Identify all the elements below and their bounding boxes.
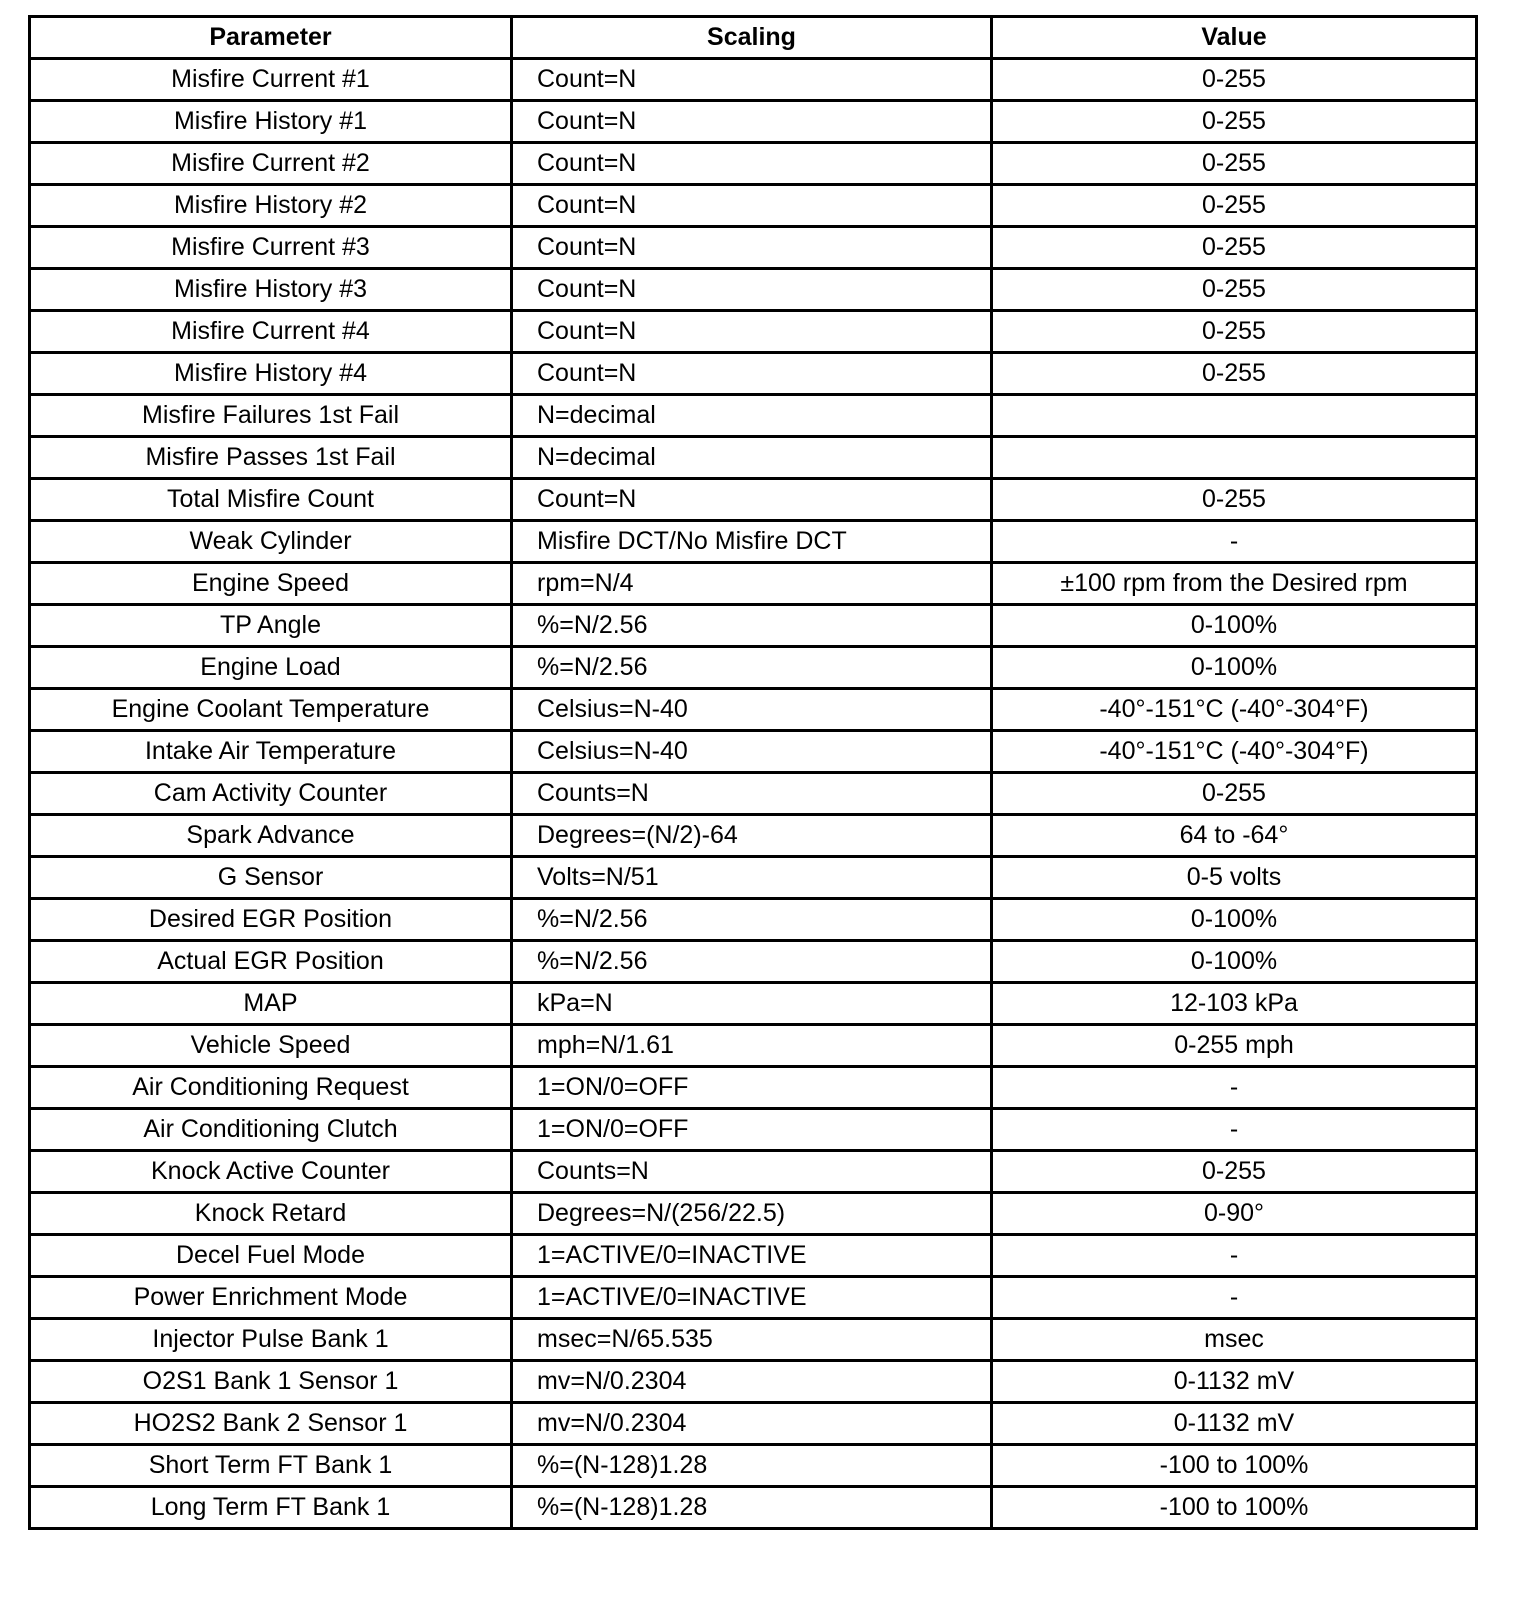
- scaling-cell: Count=N: [512, 311, 992, 353]
- value-cell: 0-100%: [992, 647, 1477, 689]
- table-row: [30, 1361, 1477, 1403]
- table-row: [30, 101, 1477, 143]
- column-header-value: Value: [992, 17, 1477, 59]
- value-cell: 0-255: [992, 353, 1477, 395]
- scaling-cell: 1=ON/0=OFF: [512, 1109, 992, 1151]
- table-row: [30, 395, 1477, 437]
- value-cell: -40°-151°C (-40°-304°F): [992, 689, 1477, 731]
- parameter-cell: HO2S2 Bank 2 Sensor 1: [30, 1403, 512, 1445]
- table-row: [30, 1445, 1477, 1487]
- value-cell: -100 to 100%: [992, 1445, 1477, 1487]
- parameter-cell: Actual EGR Position: [30, 941, 512, 983]
- value-cell: 0-100%: [992, 605, 1477, 647]
- value-cell: [992, 395, 1477, 437]
- parameter-cell: Power Enrichment Mode: [30, 1277, 512, 1319]
- table-row: [30, 437, 1477, 479]
- scaling-cell: Count=N: [512, 353, 992, 395]
- parameter-cell: Misfire History #4: [30, 353, 512, 395]
- scaling-cell: %=(N-128)1.28: [512, 1487, 992, 1529]
- scaling-cell: %=(N-128)1.28: [512, 1445, 992, 1487]
- table-row: [30, 689, 1477, 731]
- parameter-cell: Long Term FT Bank 1: [30, 1487, 512, 1529]
- scaling-cell: Celsius=N-40: [512, 731, 992, 773]
- table-header-row: [30, 17, 1477, 59]
- parameter-cell: Knock Active Counter: [30, 1151, 512, 1193]
- parameter-cell: Misfire Current #2: [30, 143, 512, 185]
- value-cell: 0-255: [992, 143, 1477, 185]
- scaling-cell: mv=N/0.2304: [512, 1361, 992, 1403]
- value-cell: msec: [992, 1319, 1477, 1361]
- table-row: [30, 1109, 1477, 1151]
- parameter-cell: Total Misfire Count: [30, 479, 512, 521]
- scaling-cell: Counts=N: [512, 773, 992, 815]
- value-cell: -: [992, 1235, 1477, 1277]
- table-row: [30, 1193, 1477, 1235]
- table-row: [30, 1403, 1477, 1445]
- parameter-cell: Engine Load: [30, 647, 512, 689]
- table-row: [30, 479, 1477, 521]
- table-row: [30, 1487, 1477, 1529]
- table-row: [30, 311, 1477, 353]
- scaling-cell: N=decimal: [512, 437, 992, 479]
- value-cell: 0-255: [992, 269, 1477, 311]
- parameter-cell: Spark Advance: [30, 815, 512, 857]
- parameter-cell: Misfire History #1: [30, 101, 512, 143]
- parameter-cell: Intake Air Temperature: [30, 731, 512, 773]
- parameter-cell: G Sensor: [30, 857, 512, 899]
- table-row: [30, 1277, 1477, 1319]
- value-cell: -100 to 100%: [992, 1487, 1477, 1529]
- value-cell: -: [992, 1277, 1477, 1319]
- parameter-cell: Cam Activity Counter: [30, 773, 512, 815]
- table-row: [30, 1235, 1477, 1277]
- value-cell: -: [992, 521, 1477, 563]
- parameter-cell: Misfire History #2: [30, 185, 512, 227]
- value-cell: 64 to -64°: [992, 815, 1477, 857]
- value-cell: -: [992, 1067, 1477, 1109]
- table-row: [30, 185, 1477, 227]
- parameter-cell: Engine Speed: [30, 563, 512, 605]
- parameter-cell: Misfire Passes 1st Fail: [30, 437, 512, 479]
- table-row: [30, 269, 1477, 311]
- scaling-cell: %=N/2.56: [512, 647, 992, 689]
- parameter-cell: TP Angle: [30, 605, 512, 647]
- value-cell: 0-5 volts: [992, 857, 1477, 899]
- value-cell: -40°-151°C (-40°-304°F): [992, 731, 1477, 773]
- scaling-cell: Count=N: [512, 185, 992, 227]
- table-row: [30, 1319, 1477, 1361]
- value-cell: 12-103 kPa: [992, 983, 1477, 1025]
- value-cell: 0-1132 mV: [992, 1403, 1477, 1445]
- column-header-parameter: Parameter: [30, 17, 512, 59]
- parameter-cell: Air Conditioning Clutch: [30, 1109, 512, 1151]
- scaling-cell: Count=N: [512, 479, 992, 521]
- scaling-cell: %=N/2.56: [512, 605, 992, 647]
- value-cell: 0-100%: [992, 899, 1477, 941]
- scaling-cell: Misfire DCT/No Misfire DCT: [512, 521, 992, 563]
- parameter-cell: Injector Pulse Bank 1: [30, 1319, 512, 1361]
- parameter-cell: Knock Retard: [30, 1193, 512, 1235]
- table-row: [30, 1025, 1477, 1067]
- scaling-cell: Degrees=(N/2)-64: [512, 815, 992, 857]
- table-row: [30, 563, 1477, 605]
- value-cell: [992, 437, 1477, 479]
- parameter-cell: Vehicle Speed: [30, 1025, 512, 1067]
- parameter-cell: Misfire Current #4: [30, 311, 512, 353]
- parameter-cell: MAP: [30, 983, 512, 1025]
- scaling-cell: Count=N: [512, 59, 992, 101]
- scaling-cell: 1=ACTIVE/0=INACTIVE: [512, 1277, 992, 1319]
- scaling-cell: 1=ACTIVE/0=INACTIVE: [512, 1235, 992, 1277]
- table-row: [30, 815, 1477, 857]
- parameter-cell: Desired EGR Position: [30, 899, 512, 941]
- scaling-cell: Volts=N/51: [512, 857, 992, 899]
- table-row: [30, 773, 1477, 815]
- scaling-cell: %=N/2.56: [512, 899, 992, 941]
- value-cell: 0-255: [992, 1151, 1477, 1193]
- table-row: [30, 605, 1477, 647]
- scaling-cell: Counts=N: [512, 1151, 992, 1193]
- table-row: [30, 1067, 1477, 1109]
- scaling-cell: rpm=N/4: [512, 563, 992, 605]
- value-cell: 0-255: [992, 479, 1477, 521]
- value-cell: -: [992, 1109, 1477, 1151]
- value-cell: 0-255: [992, 311, 1477, 353]
- column-header-scaling: Scaling: [512, 17, 992, 59]
- value-cell: 0-255: [992, 59, 1477, 101]
- table-row: [30, 1151, 1477, 1193]
- parameter-cell: Misfire History #3: [30, 269, 512, 311]
- scaling-cell: 1=ON/0=OFF: [512, 1067, 992, 1109]
- table-body: [30, 59, 1477, 1529]
- table-row: [30, 143, 1477, 185]
- scaling-cell: kPa=N: [512, 983, 992, 1025]
- table-row: [30, 59, 1477, 101]
- value-cell: 0-1132 mV: [992, 1361, 1477, 1403]
- value-cell: 0-255: [992, 185, 1477, 227]
- scaling-cell: Count=N: [512, 269, 992, 311]
- scaling-cell: %=N/2.56: [512, 941, 992, 983]
- table-row: [30, 647, 1477, 689]
- scaling-cell: Degrees=N/(256/22.5): [512, 1193, 992, 1235]
- parameter-cell: Weak Cylinder: [30, 521, 512, 563]
- scaling-cell: Count=N: [512, 227, 992, 269]
- value-cell: 0-255: [992, 101, 1477, 143]
- scaling-cell: msec=N/65.535: [512, 1319, 992, 1361]
- value-cell: 0-90°: [992, 1193, 1477, 1235]
- parameter-cell: Misfire Failures 1st Fail: [30, 395, 512, 437]
- table-row: [30, 899, 1477, 941]
- parameter-cell: Decel Fuel Mode: [30, 1235, 512, 1277]
- scaling-cell: Count=N: [512, 143, 992, 185]
- parameter-cell: Short Term FT Bank 1: [30, 1445, 512, 1487]
- parameter-cell: Misfire Current #1: [30, 59, 512, 101]
- table-row: [30, 521, 1477, 563]
- scaling-cell: Celsius=N-40: [512, 689, 992, 731]
- table-row: [30, 227, 1477, 269]
- table-row: [30, 941, 1477, 983]
- scan-data-table-container: [28, 15, 1475, 1530]
- parameter-cell: O2S1 Bank 1 Sensor 1: [30, 1361, 512, 1403]
- value-cell: 0-255 mph: [992, 1025, 1477, 1067]
- value-cell: 0-255: [992, 227, 1477, 269]
- parameter-cell: Engine Coolant Temperature: [30, 689, 512, 731]
- table-row: [30, 353, 1477, 395]
- scaling-cell: mv=N/0.2304: [512, 1403, 992, 1445]
- scaling-cell: mph=N/1.61: [512, 1025, 992, 1067]
- parameter-cell: Air Conditioning Request: [30, 1067, 512, 1109]
- scan-data-table: [28, 15, 1478, 1530]
- table-row: [30, 731, 1477, 773]
- table-row: [30, 857, 1477, 899]
- scaling-cell: Count=N: [512, 101, 992, 143]
- value-cell: 0-255: [992, 773, 1477, 815]
- scaling-cell: N=decimal: [512, 395, 992, 437]
- value-cell: ±100 rpm from the Desired rpm: [992, 563, 1477, 605]
- parameter-cell: Misfire Current #3: [30, 227, 512, 269]
- table-row: [30, 983, 1477, 1025]
- value-cell: 0-100%: [992, 941, 1477, 983]
